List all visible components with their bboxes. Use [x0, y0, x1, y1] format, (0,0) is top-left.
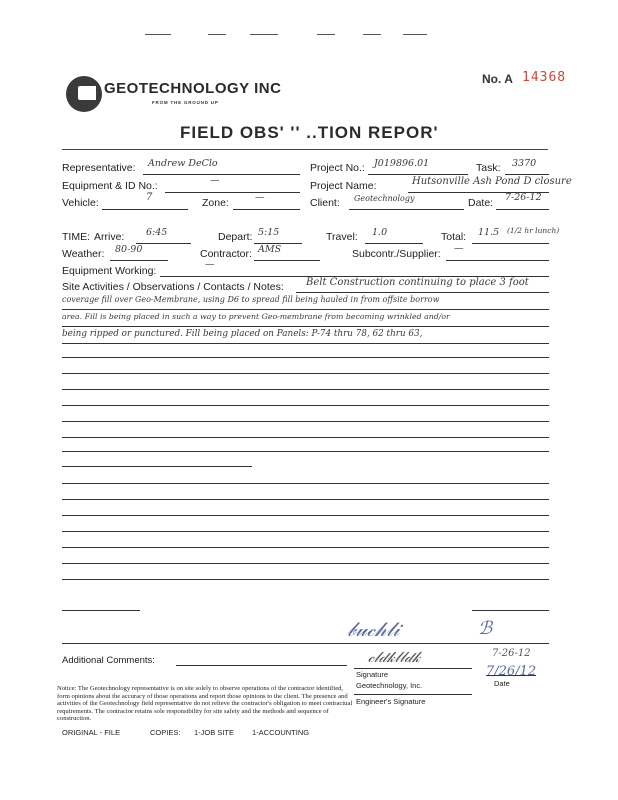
notes-line-2: coverage fill over Geo-Membrane, using D6 to spread fill being hauled in from offsite borrow [62, 295, 440, 304]
total-label: Total: [441, 231, 467, 243]
blank-line [62, 547, 549, 548]
signature-date-2: 7/26/12 [486, 664, 537, 679]
vehicle-value: 7 [146, 192, 153, 203]
blank-line [62, 515, 549, 516]
signature-line [354, 668, 472, 669]
project-name-value: Hutsonville Ash Pond D closure [412, 176, 572, 187]
task-label: Task: [476, 162, 501, 174]
blank-line [62, 405, 549, 406]
date-label: Date: [468, 197, 494, 209]
page-title: FIELD OBS' '' ..TION REPOR' [180, 123, 439, 142]
company-name: GEOTECHNOLOGY INC [104, 80, 282, 97]
travel-value: 1.0 [372, 227, 388, 238]
date-line [496, 209, 549, 210]
blank-line [62, 373, 549, 374]
notes-rule [296, 292, 549, 293]
blank-line [62, 499, 549, 500]
weather-label: Weather: [62, 248, 105, 260]
title-divider [62, 149, 548, 150]
equipment-working-label: Equipment Working: [62, 265, 157, 277]
equipment-id-line [165, 192, 300, 193]
blank-line [62, 357, 549, 358]
task-line [505, 174, 549, 175]
project-number-label: Project No.: [310, 162, 365, 174]
project-name-label: Project Name: [310, 180, 377, 192]
weather-line [110, 260, 168, 261]
project-number-value: J019896.01 [374, 158, 430, 169]
date-label-footer: Date [494, 679, 510, 688]
date-value: 7-26-12 [505, 192, 542, 203]
zone-line [233, 209, 300, 210]
blank-line [62, 610, 140, 611]
copy-accounting-label: 1-ACCOUNTING [252, 728, 310, 737]
blank-line [62, 483, 549, 484]
weather-value: 80-90 [115, 244, 143, 255]
arrive-label: Arrive: [94, 231, 125, 243]
project-number-line [368, 174, 468, 175]
engineer-signature-line [354, 694, 472, 695]
top-dash [403, 34, 427, 35]
notes-line-1: Belt Construction continuing to place 3 foot [306, 277, 529, 288]
subcontractor-value: — [454, 243, 464, 254]
representative-line [143, 174, 300, 175]
representative-signature: 𝒷𝓊𝒸𝒽𝓁𝒾 [347, 617, 400, 641]
depart-label: Depart: [218, 231, 253, 243]
blank-line [62, 531, 549, 532]
top-dash [317, 34, 335, 35]
notes-label: Site Activities / Observations / Contacts / Notes: [62, 281, 284, 293]
blank-line [62, 421, 549, 422]
subcontractor-label: Subcontr./Supplier: [352, 248, 441, 260]
additional-comments-line [176, 665, 347, 666]
notes-rule [62, 343, 549, 344]
blank-line [62, 437, 549, 438]
blank-line [62, 466, 252, 467]
representative-value: Andrew DeClo [148, 158, 218, 169]
blank-line [62, 643, 549, 644]
arrive-value: 6:45 [146, 227, 168, 238]
client-value: Geotechnology [354, 194, 415, 203]
copies-label: COPIES: [150, 728, 181, 737]
company-logo-mark [66, 76, 102, 112]
blank-line [62, 389, 549, 390]
signature-initials: ℬ [478, 618, 493, 639]
top-dash [208, 34, 226, 35]
subcontractor-line [446, 260, 549, 261]
equipment-id-value: — [210, 175, 220, 186]
engineer-signature: 𝒸𝓁𝒹𝓀𝓁𝓁𝒹𝓀 [368, 648, 421, 666]
representative-label: Representative: [62, 162, 136, 174]
equipment-working-value: — [205, 259, 215, 270]
zone-value: — [255, 192, 265, 203]
signature-date-1: 7-26-12 [492, 648, 531, 659]
date-line [486, 675, 536, 676]
vehicle-line [102, 209, 188, 210]
equipment-id-label: Equipment & ID No.: [62, 180, 158, 192]
client-line [349, 209, 464, 210]
report-number-label: No. A [482, 72, 513, 86]
top-dash [250, 34, 278, 35]
copy-job-site-label: 1-JOB SITE [194, 728, 235, 737]
blank-line [62, 451, 549, 452]
notice-text: Notice: The Geotechnology representative is on site solely to observe operations of the contractor identified, form opinions about the accuracy of those operations and report those opinions to the client. The presence and activities of the Geotechnology field representative do not relieve the contractor's obligation to meet contractual requirements. The contractor retains sole responsibility for site safety and the methods and sequence of construction. [57, 685, 353, 723]
company-signature-label: Geotechnology, Inc. [356, 681, 423, 690]
contractor-line [254, 260, 320, 261]
blank-line [472, 610, 549, 611]
contractor-value: AMS [258, 244, 282, 255]
total-note: (1/2 hr lunch) [507, 226, 560, 235]
company-tagline: FROM THE GROUND UP [152, 100, 219, 105]
time-label: TIME: [62, 231, 90, 243]
report-number: 14368 [522, 70, 567, 85]
notes-rule [62, 326, 549, 327]
blank-line [62, 579, 549, 580]
client-label: Client: [310, 197, 340, 209]
depart-value: 5:15 [258, 227, 280, 238]
zone-label: Zone: [202, 197, 229, 209]
notes-line-3: area. Fill is being placed in such a way to prevent Geo-membrane from becoming wrinkled and/or [62, 312, 450, 321]
total-line [472, 243, 549, 244]
arrive-line [136, 243, 191, 244]
engineer-signature-label: Engineer's Signature [356, 697, 426, 706]
top-dash [145, 34, 171, 35]
task-value: 3370 [512, 158, 537, 169]
original-file-label: ORIGINAL - FILE [62, 728, 121, 737]
travel-label: Travel: [326, 231, 358, 243]
additional-comments-label: Additional Comments: [62, 655, 155, 666]
travel-line [365, 243, 423, 244]
signature-label: Signature [356, 670, 389, 679]
notes-line-4: being ripped or punctured. Fill being placed on Panels: P-74 thru 78, 62 thru 63, [62, 329, 423, 339]
vehicle-label: Vehicle: [62, 197, 99, 209]
total-value: 11.5 [478, 227, 500, 238]
top-dash [363, 34, 381, 35]
notes-rule [62, 309, 549, 310]
contractor-label: Contractor: [200, 248, 252, 260]
blank-line [62, 563, 549, 564]
